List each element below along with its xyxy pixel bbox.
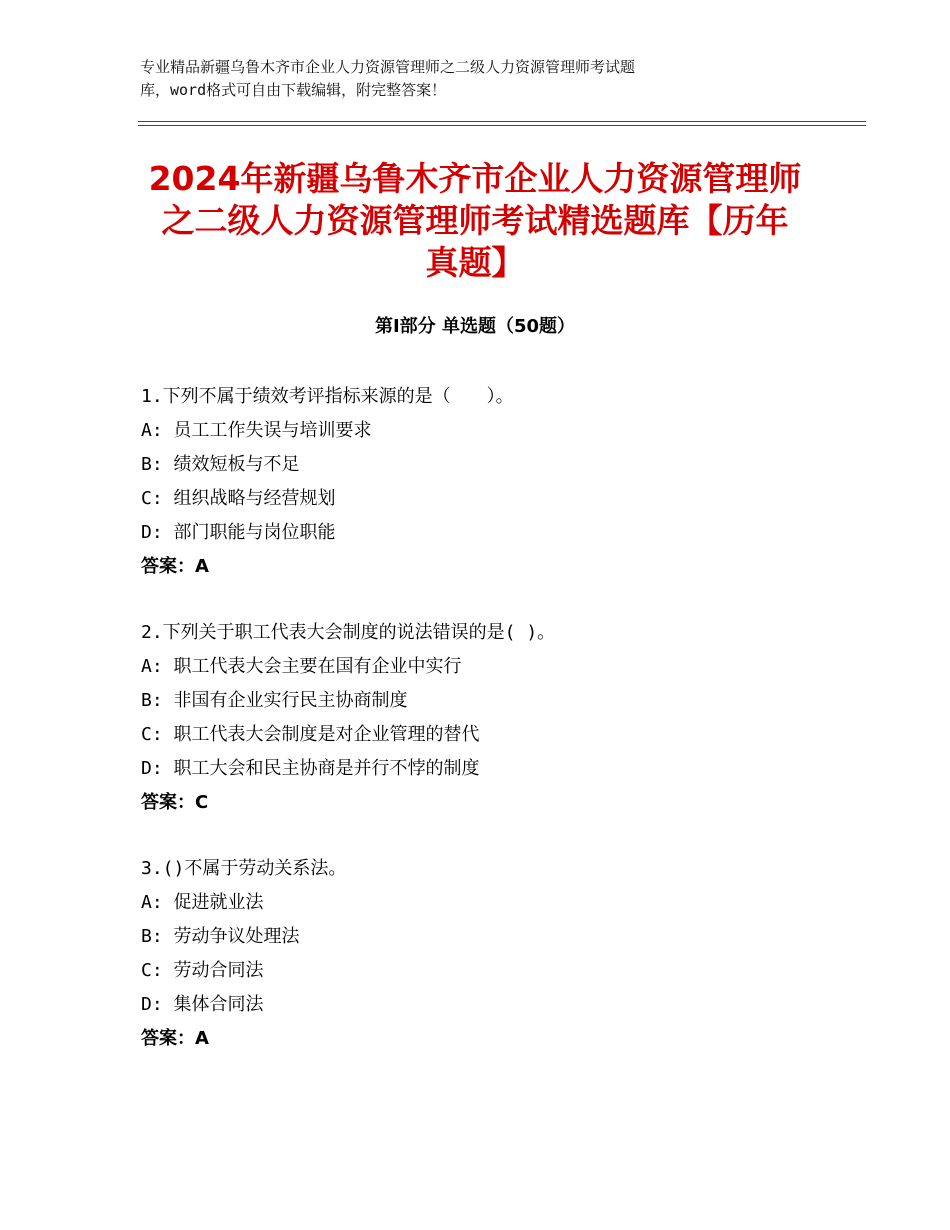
header-note: [140, 56, 780, 102]
question-3: [141, 852, 821, 1056]
option-c: C: 组织战略与经营规划: [141, 488, 336, 509]
option-d: D: 部门职能与岗位职能: [141, 522, 336, 543]
option-b: B: 绩效短板与不足: [141, 454, 300, 475]
document-title: [120, 158, 830, 284]
question-2: [141, 616, 821, 820]
answer: 答案：A: [141, 1028, 209, 1049]
question-1: [141, 380, 821, 584]
answer: 答案：C: [141, 792, 209, 813]
question-stem: 1.下列不属于绩效考评指标来源的是（ ）。: [141, 386, 514, 407]
question-stem: 2.下列关于职工代表大会制度的说法错误的是( )。: [141, 622, 556, 643]
question-stem: 3.()不属于劳动关系法。: [141, 858, 347, 879]
option-b: B: 劳动争议处理法: [141, 926, 300, 947]
option-c: C: 劳动合同法: [141, 960, 264, 981]
option-b: B: 非国有企业实行民主协商制度: [141, 690, 408, 711]
document-title-line1: 2024年新疆乌鲁木齐市企业人力资源管理师: [148, 159, 802, 198]
option-c: C: 职工代表大会制度是对企业管理的替代: [141, 724, 480, 745]
header-note-line1: 专业精品新疆乌鲁木齐市企业人力资源管理师之二级人力资源管理师考试题: [140, 58, 636, 76]
document-title-line2: 之二级人力资源管理师考试精选题库【历年: [161, 201, 789, 240]
section-title: 第Ⅰ部分 单选题（50题）: [374, 316, 575, 337]
option-d: D: 集体合同法: [141, 994, 264, 1015]
answer: 答案：A: [141, 556, 209, 577]
header-note-line2: 库，word格式可自由下载编辑，附完整答案！: [140, 81, 447, 99]
question-list: [141, 380, 821, 1088]
option-a: A: 职工代表大会主要在国有企业中实行: [141, 656, 462, 677]
option-d: D: 职工大会和民主协商是并行不悖的制度: [141, 758, 480, 779]
option-a: A: 员工工作失误与培训要求: [141, 420, 372, 441]
document-title-line3: 真题】: [425, 243, 525, 282]
header-divider: [138, 121, 866, 126]
option-a: A: 促进就业法: [141, 892, 264, 913]
